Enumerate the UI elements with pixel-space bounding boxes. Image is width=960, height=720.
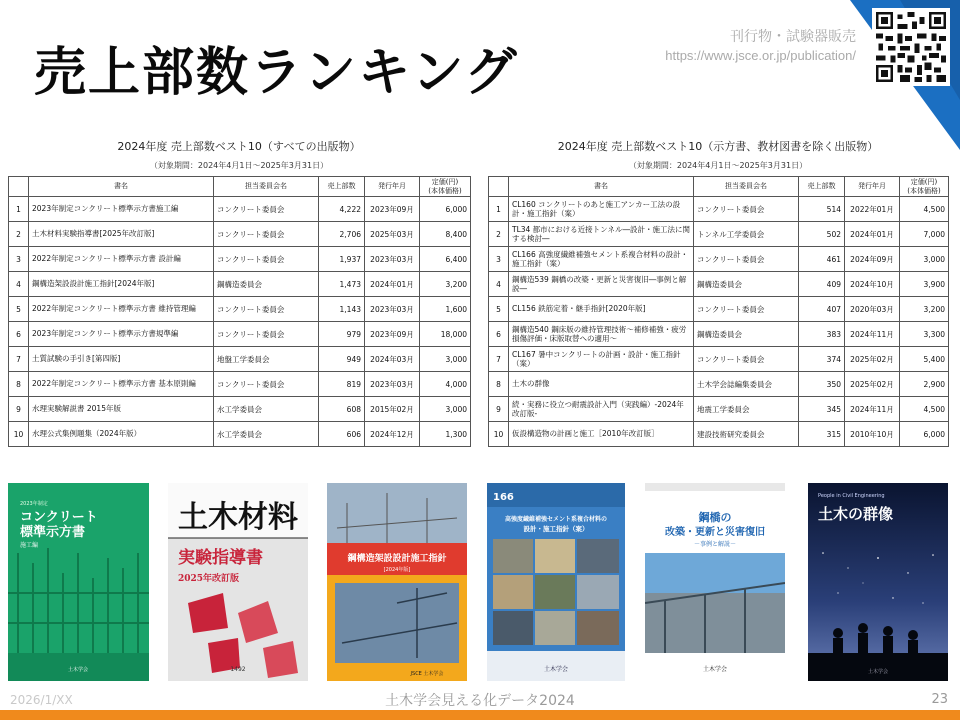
- table-row: [9, 422, 471, 447]
- cell-price: 6,000: [420, 197, 471, 222]
- cell-book: CL160 コンクリートのあと施工アンカー工法の設計・施工指針（案）: [509, 197, 694, 222]
- cover-top-text: 2023年制定: [20, 501, 48, 507]
- cell-price: 18,000: [420, 322, 471, 347]
- cell-committee: コンクリート委員会: [694, 347, 799, 372]
- cover-title-line1: 鋼構造架設設計施工指針: [347, 554, 447, 564]
- cell-book: 仮設構造物の計画と施工［2010年改訂版］: [509, 422, 694, 447]
- table-row: [489, 397, 949, 422]
- cell-committee: 水工学委員会: [214, 397, 319, 422]
- cell-price: 4,500: [900, 197, 949, 222]
- cell-committee: コンクリート委員会: [694, 197, 799, 222]
- cell-book: 続・実務に役立つ耐震設計入門（実践編）-2024年改訂版-: [509, 397, 694, 422]
- cell-committee: トンネル工学委員会: [694, 222, 799, 247]
- cover-badge: 166: [493, 492, 514, 503]
- cell-sales: 461: [799, 247, 845, 272]
- qr-code-icon[interactable]: [872, 8, 950, 86]
- cell-rank: 8: [489, 372, 509, 397]
- book-covers: [8, 483, 952, 681]
- page-title: 売上部数ランキング: [34, 43, 519, 103]
- cell-committee: コンクリート委員会: [214, 297, 319, 322]
- cell-rank: 10: [9, 422, 29, 447]
- cell-price: 3,200: [900, 297, 949, 322]
- cell-book: CL167 暑中コンクリートの計画・設計・施工指針（案）: [509, 347, 694, 372]
- cell-sales: 374: [799, 347, 845, 372]
- cell-book: 土木材料実験指導書[2025年改訂版]: [29, 222, 214, 247]
- cell-book: 鋼構造540 鋼床版の維持管理技術～補修補強・疲労損傷評価・床版取替への適用～: [509, 322, 694, 347]
- header-rank: [9, 177, 29, 197]
- table-row: [489, 272, 949, 297]
- cell-sales: 979: [319, 322, 365, 347]
- cover-doboku-gunzo[interactable]: [808, 483, 948, 681]
- cell-sales: 514: [799, 197, 845, 222]
- table-period: （対象期間：2024年4月1日～2025年3月31日）: [628, 161, 808, 170]
- table-row: [489, 222, 949, 247]
- cell-sales: 345: [799, 397, 845, 422]
- cell-committee: コンクリート委員会: [694, 297, 799, 322]
- cell-rank: 5: [9, 297, 29, 322]
- table-row: [489, 347, 949, 372]
- cell-price: 1,600: [420, 297, 471, 322]
- cell-sales: 1,143: [319, 297, 365, 322]
- header-date: 発行年月: [845, 177, 900, 197]
- cell-price: 4,000: [420, 372, 471, 397]
- cell-price: 3,300: [900, 322, 949, 347]
- cell-sales: 2,706: [319, 222, 365, 247]
- cell-price: 3,000: [420, 347, 471, 372]
- cell-rank: 9: [489, 397, 509, 422]
- table-row: [489, 197, 949, 222]
- cell-committee: 鋼構造委員会: [214, 272, 319, 297]
- cover-top-text: People in Civil Engineering: [818, 493, 885, 499]
- cover-subtitle: [2024年版]: [383, 567, 411, 573]
- cell-date: 2024年10月: [845, 272, 900, 297]
- cell-date: 2023年03月: [365, 247, 420, 272]
- cover-title-line1: 高強度繊維補強セメント系複合材料の: [504, 516, 608, 523]
- cell-price: 3,000: [900, 247, 949, 272]
- cell-committee: 水工学委員会: [214, 422, 319, 447]
- cell-committee: 建設技術研究委員会: [694, 422, 799, 447]
- cover-subtitle: －事例と解説－: [693, 541, 737, 548]
- cell-rank: 6: [9, 322, 29, 347]
- footer-title: 土木学会見える化データ2024: [385, 693, 575, 709]
- cell-date: 2025年02月: [845, 372, 900, 397]
- cell-committee: 地震工学委員会: [694, 397, 799, 422]
- header-price: 定価(円) (本体価格): [900, 177, 949, 197]
- cell-book: 2022年制定コンクリート標準示方書 設計編: [29, 247, 214, 272]
- cell-date: 2024年12月: [365, 422, 420, 447]
- cover-publisher: 1492: [230, 666, 246, 673]
- cell-price: 3,900: [900, 272, 949, 297]
- table-period: （対象期間：2024年4月1日～2025年3月31日）: [149, 161, 329, 170]
- cover-title-line2: 実験指導書: [178, 548, 263, 568]
- cell-committee: コンクリート委員会: [214, 322, 319, 347]
- header-book: 書名: [509, 177, 694, 197]
- cell-rank: 7: [489, 347, 509, 372]
- cell-date: 2024年11月: [845, 397, 900, 422]
- cell-book: 土木の群像: [509, 372, 694, 397]
- cell-rank: 9: [9, 397, 29, 422]
- cell-sales: 502: [799, 222, 845, 247]
- cell-committee: コンクリート委員会: [214, 222, 319, 247]
- cover-publisher: 土木学会: [702, 666, 728, 673]
- cell-book: 2023年制定コンクリート標準示方書規準編: [29, 322, 214, 347]
- cell-date: 2024年03月: [365, 347, 420, 372]
- table-row: [9, 247, 471, 272]
- cell-committee: コンクリート委員会: [214, 372, 319, 397]
- publication-label: 刊行物・試験器販売: [730, 29, 856, 45]
- cell-price: 8,400: [420, 222, 471, 247]
- ranking-table-excluding-textbooks: [488, 138, 948, 447]
- cell-date: 2024年09月: [845, 247, 900, 272]
- cell-rank: 8: [9, 372, 29, 397]
- cover-title-line2: 設計・施工指針（案）: [523, 525, 589, 533]
- cell-price: 3,000: [420, 397, 471, 422]
- cell-sales: 409: [799, 272, 845, 297]
- table-header-row: [9, 177, 471, 197]
- cover-doboku-zairyo[interactable]: [168, 483, 308, 681]
- cell-rank: 2: [9, 222, 29, 247]
- cell-committee: コンクリート委員会: [214, 247, 319, 272]
- cell-date: 2023年03月: [365, 297, 420, 322]
- cover-subtitle: 2025年改訂版: [178, 574, 240, 584]
- cell-sales: 350: [799, 372, 845, 397]
- cell-sales: 949: [319, 347, 365, 372]
- cover-publisher: 土木学会: [543, 666, 569, 673]
- cell-sales: 606: [319, 422, 365, 447]
- cell-price: 3,200: [420, 272, 471, 297]
- cell-sales: 4,222: [319, 197, 365, 222]
- cell-rank: 4: [9, 272, 29, 297]
- cell-committee: コンクリート委員会: [694, 247, 799, 272]
- cell-sales: 608: [319, 397, 365, 422]
- cell-rank: 5: [489, 297, 509, 322]
- cell-price: 6,400: [420, 247, 471, 272]
- cover-subtitle: 施工編: [20, 542, 39, 549]
- table-row: [489, 372, 949, 397]
- cell-rank: 7: [9, 347, 29, 372]
- cell-book: 2022年制定コンクリート標準示方書 維持管理編: [29, 297, 214, 322]
- cell-book: 鋼構造架設設計施工指針[2024年版]: [29, 272, 214, 297]
- cell-committee: 鋼構造委員会: [694, 322, 799, 347]
- table-row: [9, 297, 471, 322]
- cell-sales: 315: [799, 422, 845, 447]
- page-number: 23: [931, 692, 948, 707]
- header-committee: 担当委員会名: [694, 177, 799, 197]
- cell-rank: 1: [489, 197, 509, 222]
- cell-book: 2023年制定コンクリート標準示方書施工編: [29, 197, 214, 222]
- cell-date: 2024年11月: [845, 322, 900, 347]
- cover-title-line1: コンクリート: [20, 510, 98, 525]
- cell-date: 2020年03月: [845, 297, 900, 322]
- cell-rank: 3: [489, 247, 509, 272]
- table-caption: 2024年度 売上部数ベスト10（すべての出版物）: [117, 140, 361, 153]
- header-rank: [489, 177, 509, 197]
- cell-date: 2024年01月: [845, 222, 900, 247]
- cell-committee: コンクリート委員会: [214, 197, 319, 222]
- table-row: [489, 322, 949, 347]
- header-sales: 売上部数: [799, 177, 845, 197]
- table-row: [489, 247, 949, 272]
- cover-title-line2: 改築・更新と災害復旧: [665, 527, 765, 538]
- table-row: [9, 347, 471, 372]
- publication-link[interactable]: https://www.jsce.or.jp/publication/: [665, 48, 856, 63]
- cell-committee: 地盤工学委員会: [214, 347, 319, 372]
- cell-rank: 3: [9, 247, 29, 272]
- cell-book: 土質試験の手引き[第四版]: [29, 347, 214, 372]
- table-header-row: [489, 177, 949, 197]
- table-row: [9, 372, 471, 397]
- cell-date: 2010年10月: [845, 422, 900, 447]
- cover-publisher: 土木学会: [867, 669, 889, 675]
- ranking-table-all: [8, 138, 470, 447]
- cell-date: 2023年09月: [365, 322, 420, 347]
- cell-sales: 1,473: [319, 272, 365, 297]
- cell-price: 4,500: [900, 397, 949, 422]
- cover-title-line1: 鋼橋の: [698, 511, 732, 524]
- table-row: [9, 197, 471, 222]
- cover-concrete-standard[interactable]: [8, 483, 149, 681]
- cell-committee: 土木学会誌編集委員会: [694, 372, 799, 397]
- table-row: [489, 422, 949, 447]
- cell-price: 1,300: [420, 422, 471, 447]
- footer-date: 2026/1/XX: [10, 693, 73, 707]
- cell-book: CL166 高強度繊維補強セメント系複合材料の設計・施工指針（案）: [509, 247, 694, 272]
- header-sales: 売上部数: [319, 177, 365, 197]
- cover-publisher: JSCE 土木学会: [410, 671, 444, 677]
- cell-date: 2024年01月: [365, 272, 420, 297]
- cell-rank: 6: [489, 322, 509, 347]
- cell-rank: 4: [489, 272, 509, 297]
- cover-cl166[interactable]: [487, 483, 625, 681]
- table-row: [9, 397, 471, 422]
- cell-price: 6,000: [900, 422, 949, 447]
- cell-rank: 2: [489, 222, 509, 247]
- cell-date: 2025年02月: [845, 347, 900, 372]
- cover-steel-bridge[interactable]: [645, 483, 785, 681]
- cell-book: 鋼構造539 鋼橋の改築・更新と災害復旧―事例と解説―: [509, 272, 694, 297]
- header-date: 発行年月: [365, 177, 420, 197]
- cell-date: 2025年03月: [365, 222, 420, 247]
- header-book: 書名: [29, 177, 214, 197]
- cover-steel-erection[interactable]: [327, 483, 467, 681]
- header-price: 定価(円) (本体価格): [420, 177, 471, 197]
- cell-book: 水理実験解説書 2015年版: [29, 397, 214, 422]
- cover-title-line1: 土木材料: [178, 500, 298, 535]
- cell-date: 2015年02月: [365, 397, 420, 422]
- header-committee: 担当委員会名: [214, 177, 319, 197]
- cell-sales: 819: [319, 372, 365, 397]
- cell-price: 5,400: [900, 347, 949, 372]
- cell-book: 水理公式集例題集（2024年版）: [29, 422, 214, 447]
- cell-date: 2023年09月: [365, 197, 420, 222]
- cover-publisher: 土木学会: [67, 667, 89, 673]
- cell-book: TL34 都市における近接トンネル―設計・施工法に関する検討―: [509, 222, 694, 247]
- cover-title-line2: 標準示方書: [20, 525, 86, 540]
- cell-committee: 鋼構造委員会: [694, 272, 799, 297]
- table-row: [9, 272, 471, 297]
- table-row: [9, 322, 471, 347]
- table-row: [489, 297, 949, 322]
- cell-rank: 10: [489, 422, 509, 447]
- cell-date: 2022年01月: [845, 197, 900, 222]
- table-caption: 2024年度 売上部数ベスト10（示方書、教材図書を除く出版物）: [557, 140, 879, 153]
- cell-price: 7,000: [900, 222, 949, 247]
- cell-sales: 407: [799, 297, 845, 322]
- cell-rank: 1: [9, 197, 29, 222]
- cell-book: CL156 鉄筋定着・継手指針[2020年版]: [509, 297, 694, 322]
- footer-bar: [0, 710, 960, 720]
- table-row: [9, 222, 471, 247]
- cell-date: 2023年03月: [365, 372, 420, 397]
- cover-title-line1: 土木の群像: [818, 505, 894, 523]
- cell-price: 2,900: [900, 372, 949, 397]
- cell-sales: 383: [799, 322, 845, 347]
- cell-book: 2022年制定コンクリート標準示方書 基本原則編: [29, 372, 214, 397]
- cell-sales: 1,937: [319, 247, 365, 272]
